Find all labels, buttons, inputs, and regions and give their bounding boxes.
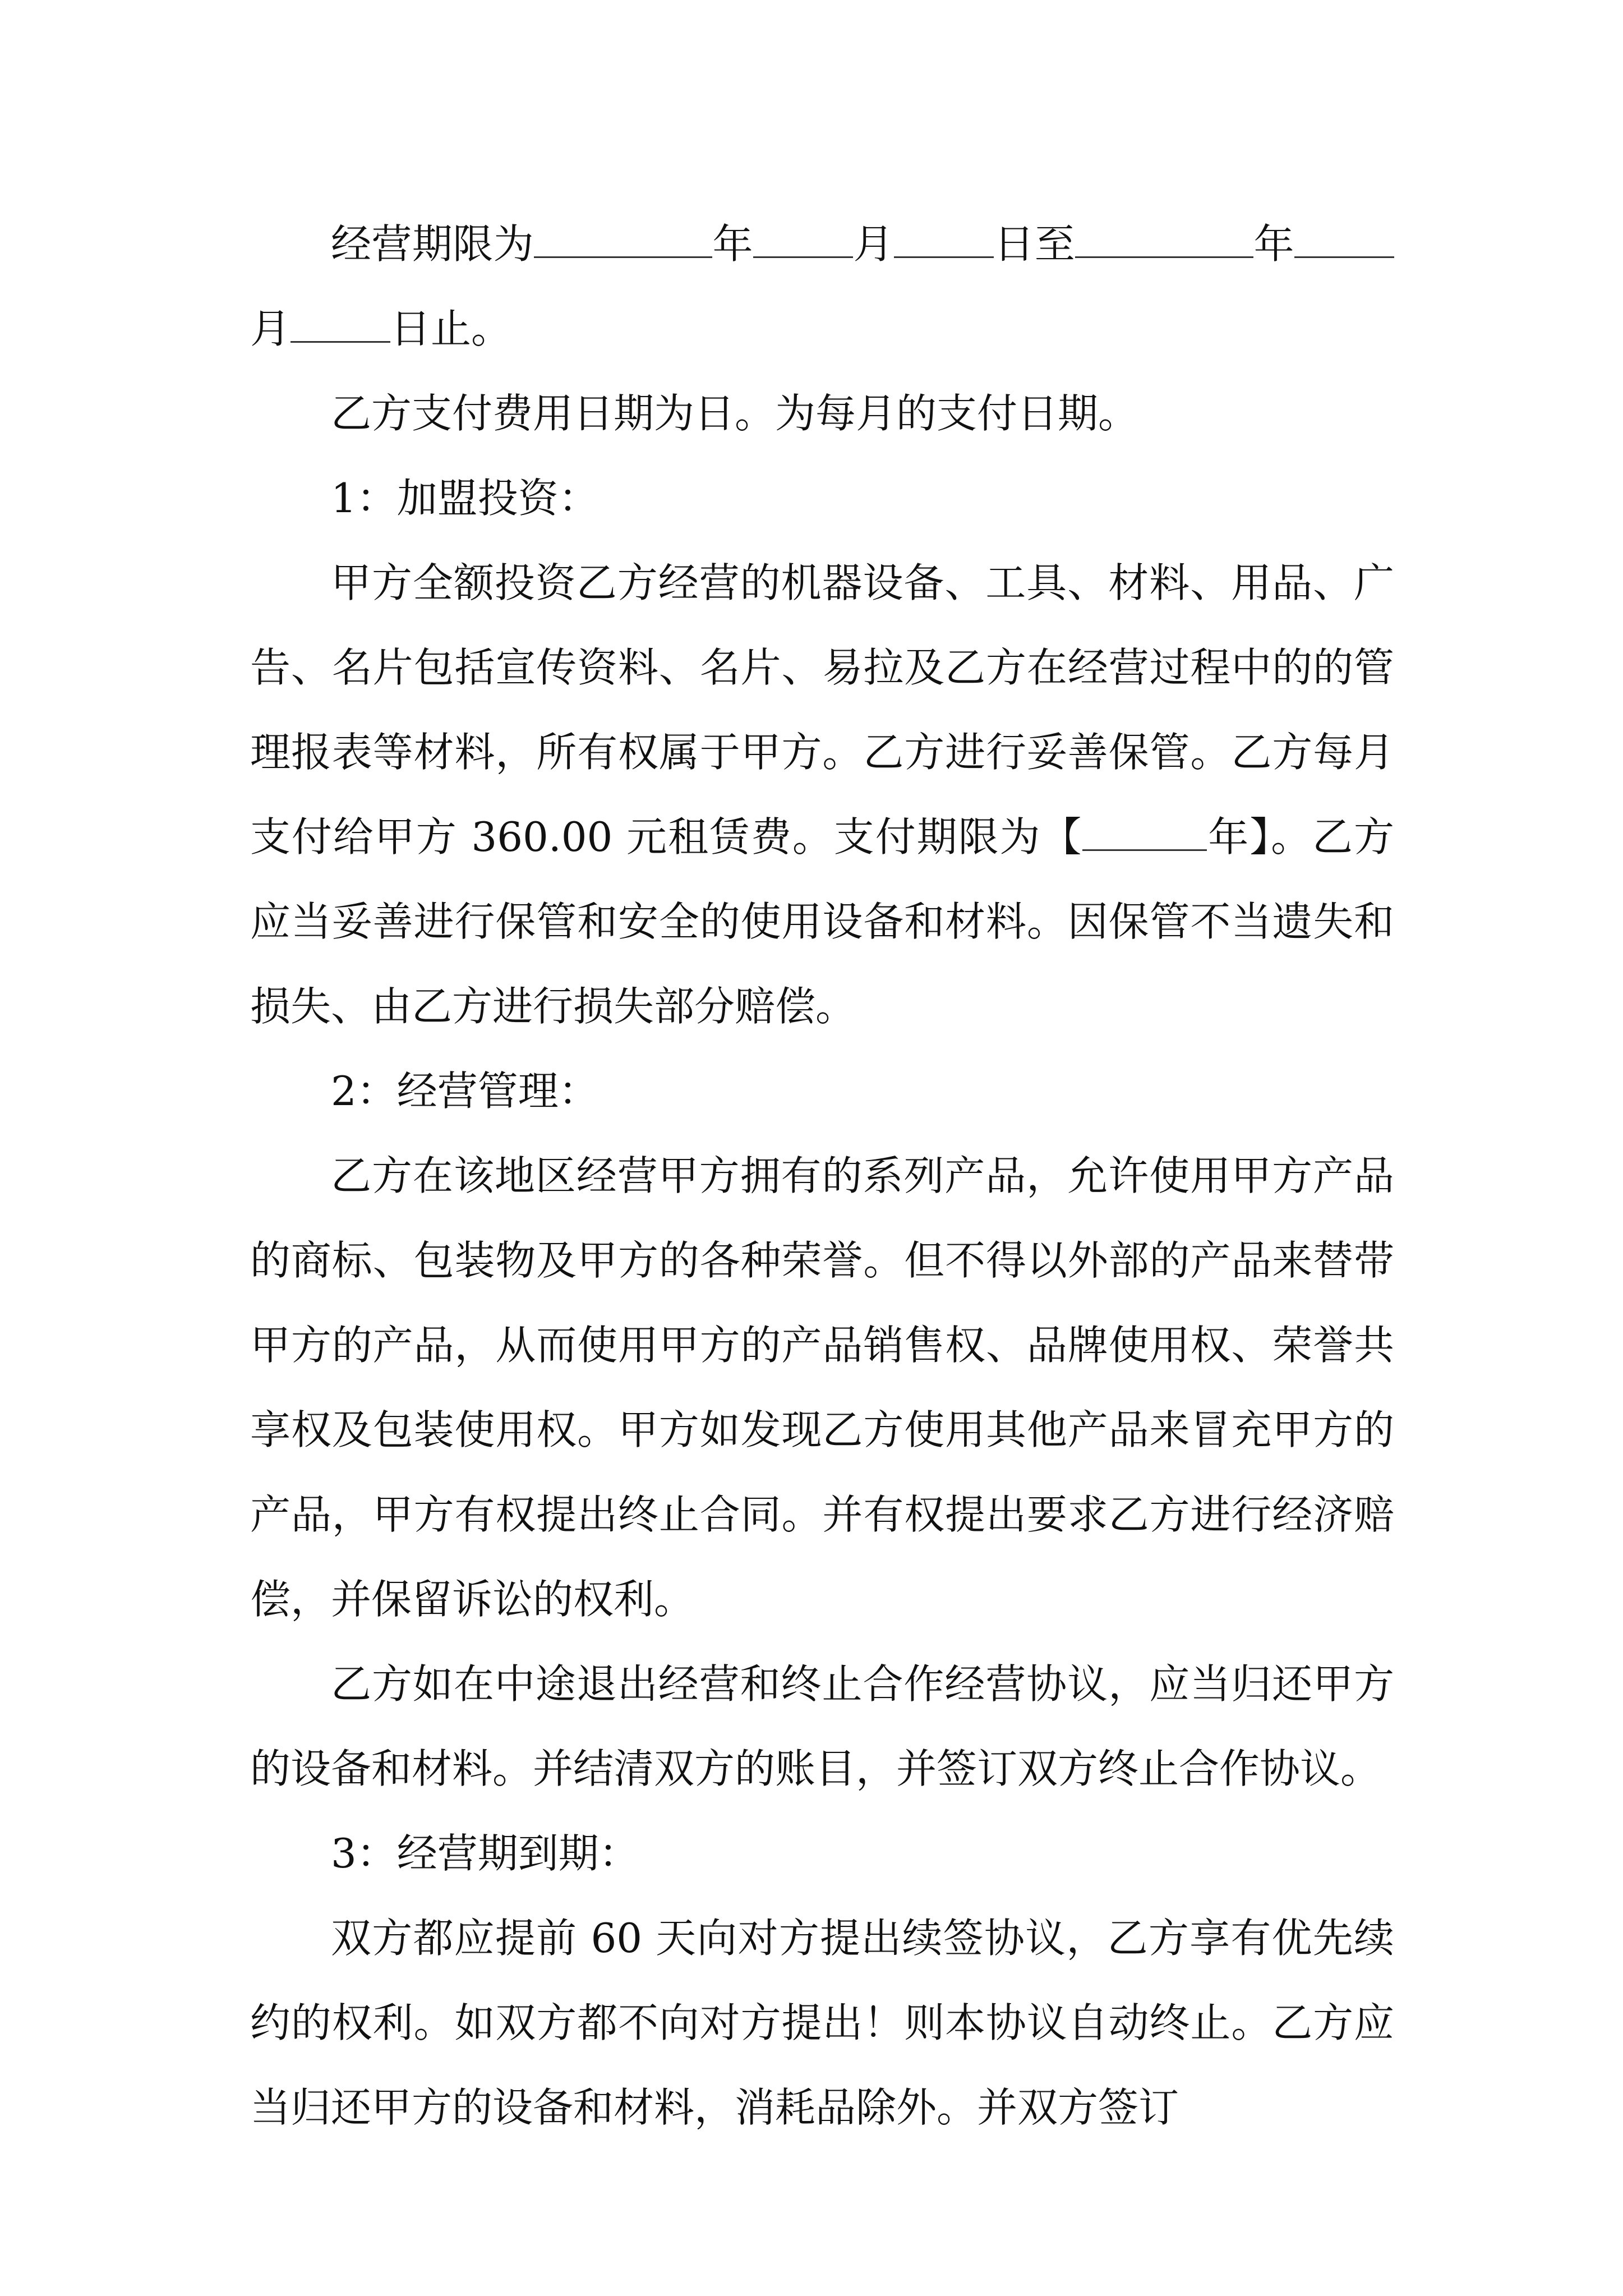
section2-heading: 2：经营管理：	[331, 1068, 599, 1115]
term-month-label-2: 月	[250, 305, 291, 352]
section1-text-a: 甲方全额投资乙方经营的机器设备、工具、材料、用品、广告、名片包括宣传资料、名片、易拉及乙方在经营过程中的的管理报表等材料，所有权属于甲方。乙方进行妥善保管。乙方每月支付给甲方 360.00 元租赁费。支付期限为【	[250, 559, 1394, 861]
blank-end-year[interactable]	[1075, 218, 1253, 258]
section3-heading: 3：经营期到期：	[331, 1830, 639, 1877]
blank-payment-term[interactable]	[1082, 811, 1207, 851]
term-day-end-label: 日止。	[390, 305, 512, 352]
document-page	[250, 202, 1394, 2150]
term-prefix: 经营期限为	[331, 220, 534, 268]
blank-end-day[interactable]	[291, 303, 390, 343]
blank-start-month[interactable]	[753, 218, 853, 258]
section1-heading: 1：加盟投资：	[331, 475, 599, 522]
blank-start-day[interactable]	[894, 218, 994, 258]
section1-paragraph	[250, 541, 1394, 1049]
blank-end-month[interactable]	[1294, 218, 1394, 258]
term-year-label-2: 年	[1253, 220, 1294, 268]
section3-paragraph-1: 双方都应提前 60 天向对方提出续签协议，乙方享有优先续约的权利。如双方都不向对方提出！则本协议自动终止。乙方应当归还甲方的设备和材料，消耗品除外。并双方签订	[250, 1915, 1394, 2131]
term-month-label: 月	[852, 220, 894, 268]
blank-start-year[interactable]	[534, 218, 712, 258]
term-day-to-label: 日至	[993, 220, 1076, 268]
payment-date-paragraph: 乙方支付费用日期为日。为每月的支付日期。	[331, 390, 1139, 437]
section2-paragraph-2: 乙方如在中途退出经营和终止合作经营协议，应当归还甲方的设备和材料。并结清双方的账目，并签订双方终止合作协议。	[250, 1660, 1394, 1792]
term-paragraph	[250, 202, 1394, 371]
section2-paragraph-1: 乙方在该地区经营甲方拥有的系列产品，允许使用甲方产品的商标、包装物及甲方的各种荣誉。但不得以外部的产品来替带甲方的产品，从而使用甲方的产品销售权、品牌使用权、荣誉共享权及包装使用权。甲方如发现乙方使用其他产品来冒充甲方的产品，甲方有权提出终止合同。并有权提出要求乙方进行经济赔偿，并保留诉讼的权利。	[250, 1152, 1394, 1623]
section1-text-b: 年】。乙方应当妥善进行保管和安全的使用设备和材料。因保管不当遗失和损失、由乙方进行损失部分赔偿。	[250, 813, 1394, 1030]
term-year-label: 年	[712, 220, 753, 268]
